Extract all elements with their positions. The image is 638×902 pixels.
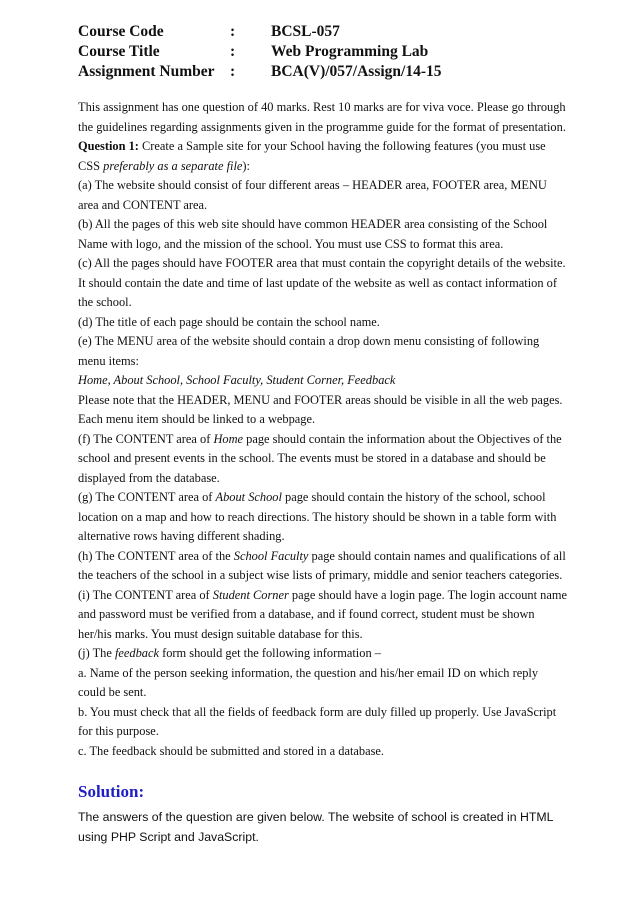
course-title-label: Course Title <box>78 43 160 60</box>
assignment-number-value: BCA(V)/057/Assign/14-15 <box>271 63 442 80</box>
note-paragraph: Please note that the HEADER, MENU and FOOTER areas should be visible in all the web pages. Each menu item should be linked to a webpage. <box>78 392 563 426</box>
course-title-value: Web Programming Lab <box>271 43 429 60</box>
assignment-number-label: Assignment Number <box>78 63 215 80</box>
item-f <box>78 430 568 489</box>
item-j-b: b. You must check that all the fields of feedback form are duly filled up properly. Use JavaScript for this purpose. <box>78 704 557 738</box>
item-h-text: (h) The CONTENT area of the <box>78 548 234 563</box>
question-paragraph <box>78 137 568 176</box>
course-code-row <box>78 22 568 42</box>
course-info <box>78 22 568 82</box>
intro-paragraph: This assignment has one question of 40 marks. Rest 10 marks are for viva voce. Please go through the guidelines regarding assignments given in the programme guide for the format of presentation. <box>78 100 566 134</box>
item-g-emphasis: About School <box>215 490 282 504</box>
item-i-emphasis: Student Corner <box>212 587 289 602</box>
item-h <box>78 547 568 586</box>
separator: : <box>230 23 236 40</box>
item-b: (b) All the pages of this web site should have common HEADER area consisting of the School Name with logo, and the mission of the school. You must use CSS to format this area. <box>78 217 548 251</box>
question-text-end: ): <box>242 158 250 173</box>
question-label: Question 1: <box>78 139 139 153</box>
item-i <box>78 586 568 645</box>
course-code-label: Course Code <box>78 23 164 40</box>
item-g-text-end: page should contain the history of the school, school location on a map and how to reach directions. The history should be shown in a table form with alternative rows having different shading. <box>78 490 557 543</box>
item-d: (d) The title of each page should be contain the school name. <box>78 314 380 329</box>
item-f-text: (f) The CONTENT area of <box>78 431 214 446</box>
assignment-body <box>78 98 568 761</box>
item-j-text: (j) The <box>78 646 115 660</box>
item-i-text: (i) The CONTENT area of <box>78 587 213 602</box>
item-c: (c) All the pages should have FOOTER area that must contain the copyright details of the website. It should contain the date and time of last update of the website as well as contact information of the school. <box>78 256 566 309</box>
item-j-emphasis: feedback <box>114 646 159 660</box>
question-emphasis: preferably as a separate file <box>103 158 243 173</box>
solution-heading: Solution: <box>78 782 145 801</box>
assignment-number-row <box>78 62 568 82</box>
separator: : <box>230 43 236 60</box>
item-g-text: (g) The CONTENT area of <box>78 490 216 504</box>
item-j-text-end: form should get the following information – <box>158 646 381 660</box>
solution-text: The answers of the question are given below. The website of school is created in HTML using PHP Script and JavaScript. <box>78 810 554 844</box>
item-i-text-end: page should have a login page. The login account name and password must be verified from a database, and if found correct, student must be shown her/his marks. You must design suitable database for this. <box>78 587 567 641</box>
item-f-text-end: page should contain the information about the Objectives of the school and present events in the school. The events must be stored in a database and should be displayed from the database. <box>78 431 562 485</box>
item-a: (a) The website should consist of four different areas – HEADER area, FOOTER area, MENU area and CONTENT area. <box>78 178 547 212</box>
document-page <box>78 22 568 847</box>
item-j <box>78 644 568 664</box>
item-j-c: c. The feedback should be submitted and stored in a database. <box>78 743 384 758</box>
question-text: Create a Sample site for your School having the following features (you must use CSS <box>78 139 546 173</box>
item-g <box>78 488 568 547</box>
item-h-emphasis: School Faculty <box>233 548 309 563</box>
menu-items-text: Home, About School, School Faculty, Student Corner, Feedback <box>78 373 396 387</box>
item-j-a: a. Name of the person seeking information, the question and his/her email ID on which reply could be sent. <box>78 665 539 699</box>
item-e: (e) The MENU area of the website should contain a drop down menu consisting of following menu items: <box>78 334 540 368</box>
separator: : <box>230 63 236 80</box>
course-title-row <box>78 42 568 62</box>
item-f-emphasis: Home <box>213 431 244 446</box>
course-code-value: BCSL-057 <box>271 23 340 40</box>
menu-items-list <box>78 371 568 391</box>
item-h-text-end: page should contain names and qualifications of all the teachers of the school in a subject wise lists of primary, middle and senior teachers categories. <box>78 548 566 582</box>
